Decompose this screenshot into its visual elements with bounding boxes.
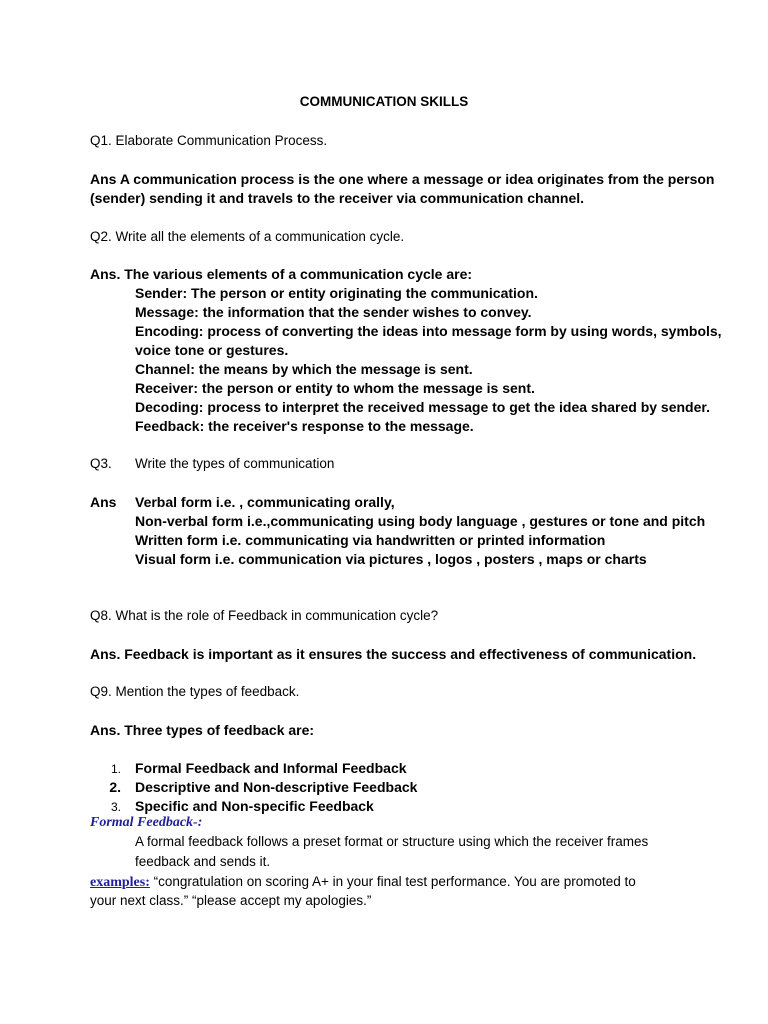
element-decoding: Decoding: process to interpret the received message to get the idea shared by sender. <box>135 399 710 415</box>
question-2: Q2. Write all the elements of a communication cycle. <box>90 229 405 244</box>
answer-2-intro: Ans. The various elements of a communication cycle are: <box>90 266 473 282</box>
feedback-type-1-text: Formal Feedback and Informal Feedback <box>135 760 407 776</box>
feedback-type-2-text: Descriptive and Non-descriptive Feedback <box>135 779 418 795</box>
feedback-type-1 <box>99 760 407 776</box>
element-message: Message: the information that the sender wishes to convey. <box>135 304 532 320</box>
element-encoding: Encoding: process of converting the ideas into message form by using words, symbols, <box>135 323 722 339</box>
question-9: Q9. Mention the types of feedback. <box>90 684 300 699</box>
element-feedback: Feedback: the receiver's response to the message. <box>135 418 474 434</box>
feedback-type-2 <box>99 779 417 795</box>
question-8: Q8. What is the role of Feedback in communication cycle? <box>90 608 439 623</box>
answer-9-intro: Ans. Three types of feedback are: <box>90 722 315 738</box>
element-channel: Channel: the means by which the message is sent. <box>135 361 473 377</box>
type-written: Written form i.e. communicating via handwritten or printed information <box>135 532 606 548</box>
examples-line-1 <box>90 874 636 891</box>
element-sender: Sender: The person or entity originating the communication. <box>135 285 538 301</box>
question-3 <box>90 456 334 471</box>
question-3-label: Q3. <box>90 456 112 471</box>
page-title: COMMUNICATION SKILLS <box>299 94 469 109</box>
element-receiver: Receiver: the person or entity to whom the message is sent. <box>135 380 535 396</box>
answer-3-line-1 <box>90 494 395 510</box>
answer-1-line-1: Ans A communication process is the one where a message or idea originates from the person <box>90 171 715 187</box>
feedback-type-1-number: 1. <box>110 762 121 776</box>
feedback-type-2-number: 2. <box>109 779 121 795</box>
formal-feedback-heading: Formal Feedback-: <box>90 815 203 830</box>
answer-8: Ans. Feedback is important as it ensures the success and effectiveness of communication. <box>90 646 697 662</box>
feedback-type-3 <box>99 798 374 814</box>
type-visual: Visual form i.e. communication via pictures , logos , posters , maps or charts <box>135 551 647 567</box>
feedback-type-3-text: Specific and Non-specific Feedback <box>135 798 374 814</box>
answer-1-line-2: (sender) sending it and travels to the receiver via communication channel. <box>90 190 585 206</box>
examples-line-2: your next class.” “please accept my apologies.” <box>90 893 372 908</box>
feedback-type-3-number: 3. <box>110 800 121 814</box>
examples-text-1: “congratulation on scoring A+ in your final test performance. You are promoted to <box>149 874 636 889</box>
formal-feedback-desc-line-2: feedback and sends it. <box>135 854 271 869</box>
examples-label: examples: <box>90 875 150 890</box>
type-verbal: Verbal form i.e. , communicating orally, <box>135 494 395 510</box>
answer-3-label: Ans <box>90 494 117 510</box>
formal-feedback-desc-line-1: A formal feedback follows a preset format or structure using which the receiver frames <box>135 834 649 849</box>
question-3-text: Write the types of communication <box>135 456 335 471</box>
element-encoding-cont: voice tone or gestures. <box>135 342 289 358</box>
question-1: Q1. Elaborate Communication Process. <box>90 133 328 148</box>
type-non-verbal: Non-verbal form i.e.,communicating using body language , gestures or tone and pitch <box>135 513 706 529</box>
